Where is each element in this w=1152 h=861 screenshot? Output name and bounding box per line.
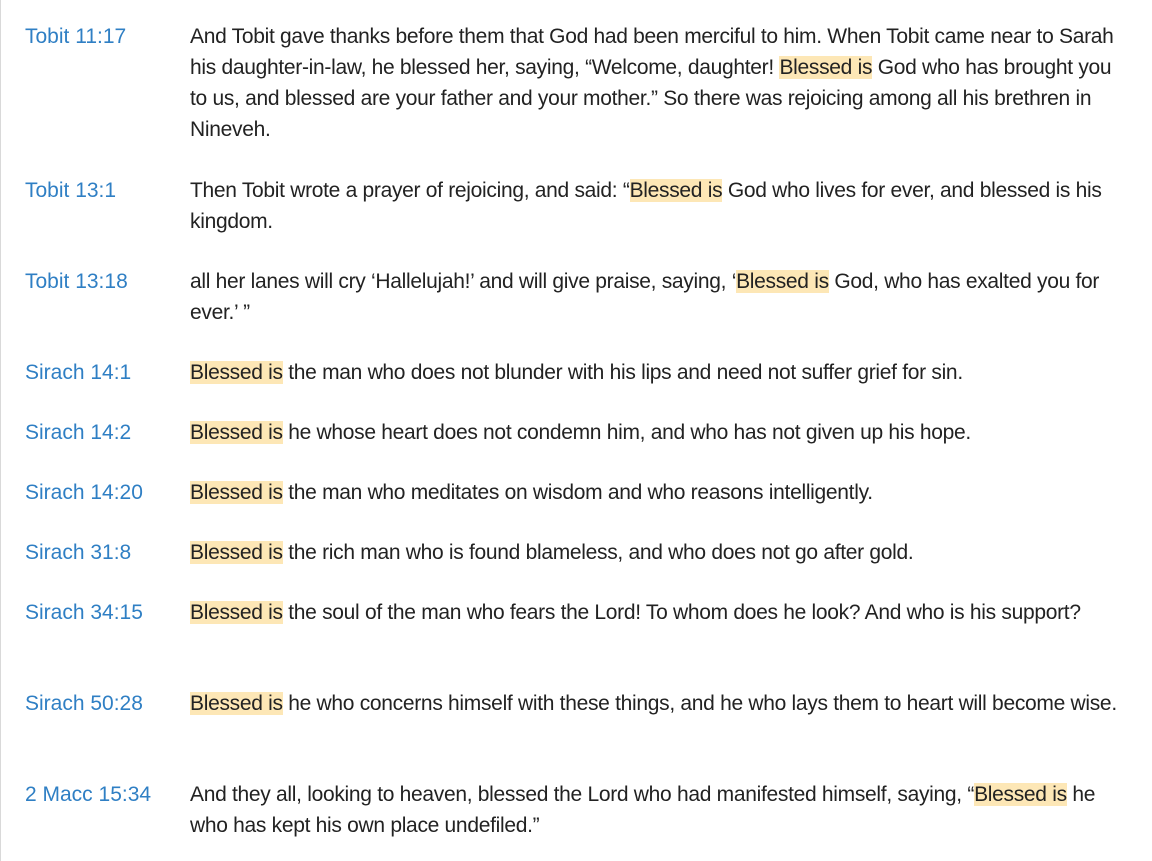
verse-text [190, 266, 1130, 328]
verse-text [190, 21, 1130, 145]
verse-reference-link[interactable]: Sirach 14:20 [25, 481, 143, 504]
search-highlight: Blessed is [974, 783, 1067, 806]
verse-text [190, 688, 1130, 719]
search-highlight: Blessed is [190, 361, 283, 384]
verse-text-after: the man who does not blunder with his lips and need not suffer grief for sin. [282, 361, 963, 384]
verse-text [190, 175, 1130, 237]
verse-text-after: the soul of the man who fears the Lord! To whom does he look? And who is his support? [282, 601, 1081, 624]
search-highlight: Blessed is [190, 601, 283, 624]
verse-text [190, 417, 1130, 448]
search-highlight: Blessed is [736, 270, 829, 293]
verse-text [190, 357, 1130, 388]
verse-reference-link[interactable]: 2 Macc 15:34 [25, 783, 152, 806]
search-highlight: Blessed is [629, 179, 723, 202]
verse-text [190, 597, 1130, 628]
verse-text [190, 477, 1130, 508]
verse-text-before: And Tobit gave thanks before them that God had been merciful to him. When Tobit came near to Sarah his daughter-in-law, he blessed her, saying, “Welcome, daughter! [190, 25, 1114, 79]
verse-text-after: he whose heart does not condemn him, and who has not given up his hope. [282, 421, 971, 444]
verse-reference-link[interactable]: Tobit 13:18 [25, 270, 128, 293]
verse-text-before: And they all, looking to heaven, blessed the Lord who had manifested himself, saying, “ [190, 783, 975, 806]
search-highlight: Blessed is [190, 421, 283, 444]
verse-text-after: God who lives for ever, and blessed is his kingdom. [190, 179, 1102, 233]
search-highlight: Blessed is [190, 692, 283, 715]
verse-reference-link[interactable]: Sirach 50:28 [25, 692, 143, 715]
verse-text-before: all her lanes will cry ‘Hallelujah!’ and will give praise, saying, ‘ [190, 270, 737, 293]
verse-text [190, 537, 1130, 568]
verse-text-after: the man who meditates on wisdom and who reasons intelligently. [282, 481, 873, 504]
verse-text-after: God, who has exalted you for ever.’ ” [190, 270, 1100, 324]
verse-text-after: he who has kept his own place undefiled.” [190, 783, 1096, 837]
verse-text-after: God who has brought you to us, and blessed are your father and your mother.” So there was rejoicing among all his brethren in Nineveh. [190, 56, 1112, 141]
verse-reference-link[interactable]: Tobit 11:17 [25, 25, 127, 48]
verse-text-before: Then Tobit wrote a prayer of rejoicing, and said: “ [190, 179, 630, 202]
search-highlight: Blessed is [190, 541, 283, 564]
verse-reference-link[interactable]: Sirach 34:15 [25, 601, 143, 624]
verse-text-after: the rich man who is found blameless, and who does not go after gold. [282, 541, 914, 564]
verse-text-after: he who concerns himself with these things, and he who lays them to heart will become wise. [282, 692, 1117, 715]
verse-reference-link[interactable]: Sirach 14:1 [25, 361, 132, 384]
verse-reference-link[interactable]: Sirach 14:2 [25, 421, 132, 444]
verse-reference-link[interactable]: Sirach 31:8 [25, 541, 132, 564]
verse-text [190, 779, 1130, 841]
search-highlight: Blessed is [779, 56, 873, 79]
search-highlight: Blessed is [190, 481, 283, 504]
verse-reference-link[interactable]: Tobit 13:1 [25, 179, 117, 202]
